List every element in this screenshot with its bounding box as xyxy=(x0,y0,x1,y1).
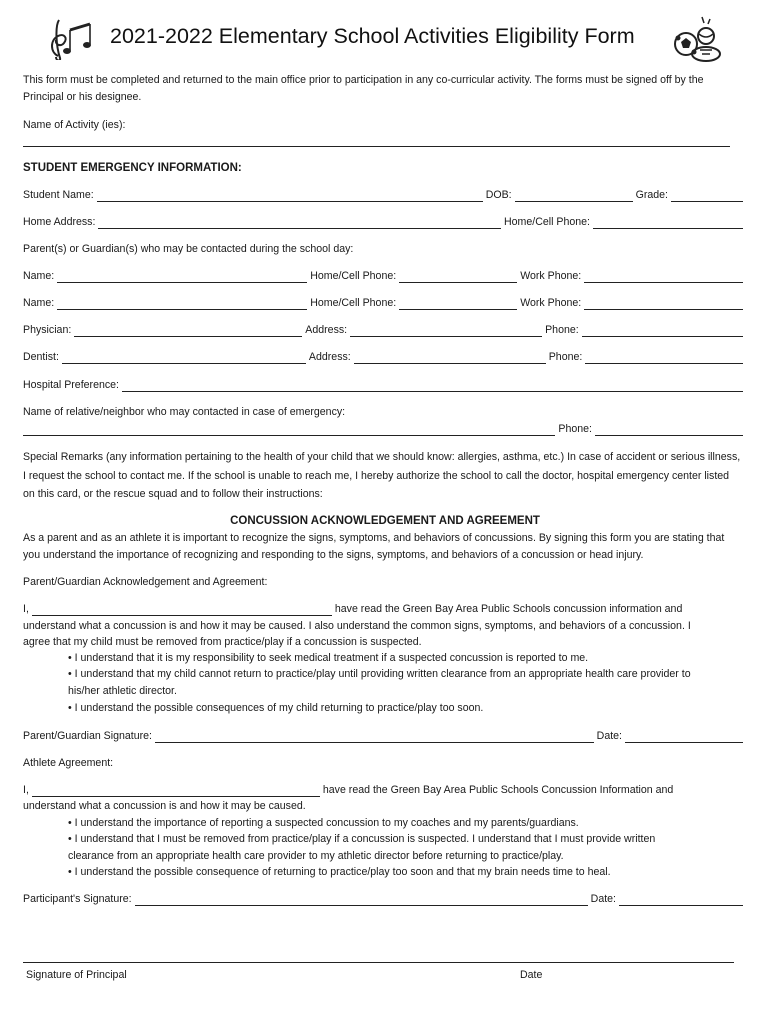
guardian-name-label: Name: xyxy=(23,297,55,309)
physician-address-field[interactable] xyxy=(350,326,542,337)
hospital-label: Hospital Preference: xyxy=(23,379,119,391)
parent-bullet: • I understand the possible consequences of my child returning to practice/play too soon. xyxy=(68,702,484,714)
dentist-label: Dentist: xyxy=(23,351,59,363)
parent-bullet: • I understand that it is my responsibility to seek medical treatment if a suspected concussion is reported to me. xyxy=(68,652,589,664)
relative-label: Name of relative/neighbor who may contacted in case of emergency: xyxy=(23,406,346,418)
guardian-work-phone-field[interactable] xyxy=(584,272,743,283)
relative-phone-label: Phone: xyxy=(558,423,592,435)
dentist-address-field[interactable] xyxy=(354,353,546,364)
parent-name-field[interactable] xyxy=(32,605,332,616)
parent-ack-label: Parent/Guardian Acknowledgement and Agreement: xyxy=(23,576,268,588)
dentist-phone-field[interactable] xyxy=(585,353,743,364)
athlete-name-field[interactable] xyxy=(32,786,320,797)
parent-bullet: his/her athletic director. xyxy=(68,685,177,697)
participant-signature-row xyxy=(23,892,746,906)
parent-date-field[interactable] xyxy=(625,732,743,743)
sports-balls-icon xyxy=(672,14,724,64)
dentist-phone-label: Phone: xyxy=(548,351,583,363)
physician-address-label: Address: xyxy=(305,324,348,336)
home-address-label: Home Address: xyxy=(23,216,96,228)
physician-phone-label: Phone: xyxy=(545,324,579,336)
guardian-name-field[interactable] xyxy=(57,272,307,283)
dentist-field[interactable] xyxy=(62,353,306,364)
athlete-bullet: • I understand the possible consequence of returning to practice/play too soon and that my brain needs time to heal. xyxy=(68,866,611,878)
music-notes-icon xyxy=(46,16,96,60)
activity-field[interactable] xyxy=(23,136,730,147)
relative-name-field[interactable] xyxy=(23,425,555,436)
physician-row xyxy=(23,323,746,337)
form-title: 2021-2022 Elementary School Activities Eligibility Form xyxy=(110,24,635,48)
principal-signature-line[interactable] xyxy=(23,962,734,963)
parent-signature-field[interactable] xyxy=(155,732,594,743)
guardian-home-cell-field[interactable] xyxy=(399,272,517,283)
participant-signature-label: Participant's Signature: xyxy=(23,893,132,905)
student-name-field[interactable] xyxy=(97,191,483,202)
parent-statement-2: understand what a concussion is and how it may be caused. I also understand the common signs, symptoms, and behaviors of a concussion. I xyxy=(23,620,691,632)
guardian-home-cell-label: Home/Cell Phone: xyxy=(310,297,397,309)
athlete-label: Athlete Agreement: xyxy=(23,757,114,769)
parent-bullet: • I understand that my child cannot return to practice/play until providing written clearance from an appropriate health care provider to xyxy=(68,668,691,680)
dentist-address-label: Address: xyxy=(308,351,351,363)
home-address-field[interactable] xyxy=(98,218,501,229)
dob-field[interactable] xyxy=(515,191,633,202)
principal-signature-label: Signature of Principal xyxy=(26,969,127,981)
physician-field[interactable] xyxy=(74,326,302,337)
guardian-row-1 xyxy=(23,269,746,283)
parent-signature-row xyxy=(23,729,746,743)
parent-date-label: Date: xyxy=(596,730,622,742)
athlete-statement-1: have read the Green Bay Area Public Schools Concussion Information and xyxy=(322,784,674,796)
student-name-label: Student Name: xyxy=(23,189,94,201)
guardian-home-cell-field[interactable] xyxy=(399,299,517,310)
athlete-bullet: • I understand that I must be removed from practice/play if a concussion is suspected. I understand that I must provide written xyxy=(68,833,656,845)
athlete-bullet: clearance from an appropriate health care provider to my athletic director before returning to practice/play. xyxy=(68,850,564,862)
activity-label: Name of Activity (ies): xyxy=(23,119,126,131)
home-cell-label: Home/Cell Phone: xyxy=(504,216,590,228)
parent-statement-3: agree that my child must be removed from practice/play if a concussion is suspected. xyxy=(23,636,422,648)
intro-text: This form must be completed and returned to the main office prior to participation in any co-curricular activity. The forms must be signed off by the Principal or his designee. xyxy=(23,74,704,103)
special-remarks: Special Remarks (any information pertaining to the health of your child that we should know: allergies, asthma, etc.) In case of accident or serious illness, I request the school to contact me. If the school is unable to reach me, I hereby authorize the school to call the doctor, hospital emergency center listed on this card, or the rescue squad and to follow their instructions: xyxy=(23,451,741,500)
concussion-heading: CONCUSSION ACKNOWLEDGEMENT AND AGREEMENT xyxy=(230,515,540,527)
home-cell-field[interactable] xyxy=(593,218,743,229)
guardian-work-phone-label: Work Phone: xyxy=(520,297,582,309)
participant-date-label: Date: xyxy=(590,893,616,905)
athlete-statement-row xyxy=(23,783,746,797)
physician-label: Physician: xyxy=(23,324,72,336)
grade-field[interactable] xyxy=(671,191,743,202)
guardian-home-cell-label: Home/Cell Phone: xyxy=(310,270,397,282)
parent-i-label: I, xyxy=(23,603,29,615)
athlete-bullet: • I understand the importance of reporting a suspected concussion to my coaches and my parents/guardians. xyxy=(68,817,579,829)
relative-row xyxy=(23,422,746,436)
hospital-row xyxy=(23,378,746,392)
athlete-statement-2: understand what a concussion is and how it may be caused. xyxy=(23,800,306,812)
principal-date-label: Date xyxy=(520,969,543,981)
guardian-row-2 xyxy=(23,296,746,310)
hospital-field[interactable] xyxy=(122,381,743,392)
participant-date-field[interactable] xyxy=(619,895,743,906)
guardian-name-field[interactable] xyxy=(57,299,307,310)
dob-label: DOB: xyxy=(485,189,512,201)
concussion-intro: As a parent and as an athlete it is important to recognize the signs, symptoms, and behaviors of concussions. By signing this form you are stating that you understand the importance of recognizing and responding to the signs, symptoms, and behaviors of a concussion or head injury. xyxy=(23,532,725,561)
guardian-name-label: Name: xyxy=(23,270,55,282)
physician-phone-field[interactable] xyxy=(582,326,743,337)
student-row xyxy=(23,188,746,202)
grade-label: Grade: xyxy=(635,189,668,201)
relative-phone-field[interactable] xyxy=(595,425,743,436)
parent-statement-1: have read the Green Bay Area Public Schools concussion information and xyxy=(334,603,683,615)
guardian-work-phone-label: Work Phone: xyxy=(520,270,582,282)
address-row xyxy=(23,215,746,229)
guardians-label: Parent(s) or Guardian(s) who may be contacted during the school day: xyxy=(23,243,354,255)
dentist-row xyxy=(23,350,746,364)
emergency-heading: STUDENT EMERGENCY INFORMATION: xyxy=(23,162,242,174)
athlete-i-label: I, xyxy=(23,784,29,796)
parent-statement-row xyxy=(23,602,746,616)
parent-signature-label: Parent/Guardian Signature: xyxy=(23,730,152,742)
participant-signature-field[interactable] xyxy=(135,895,588,906)
guardian-work-phone-field[interactable] xyxy=(584,299,743,310)
